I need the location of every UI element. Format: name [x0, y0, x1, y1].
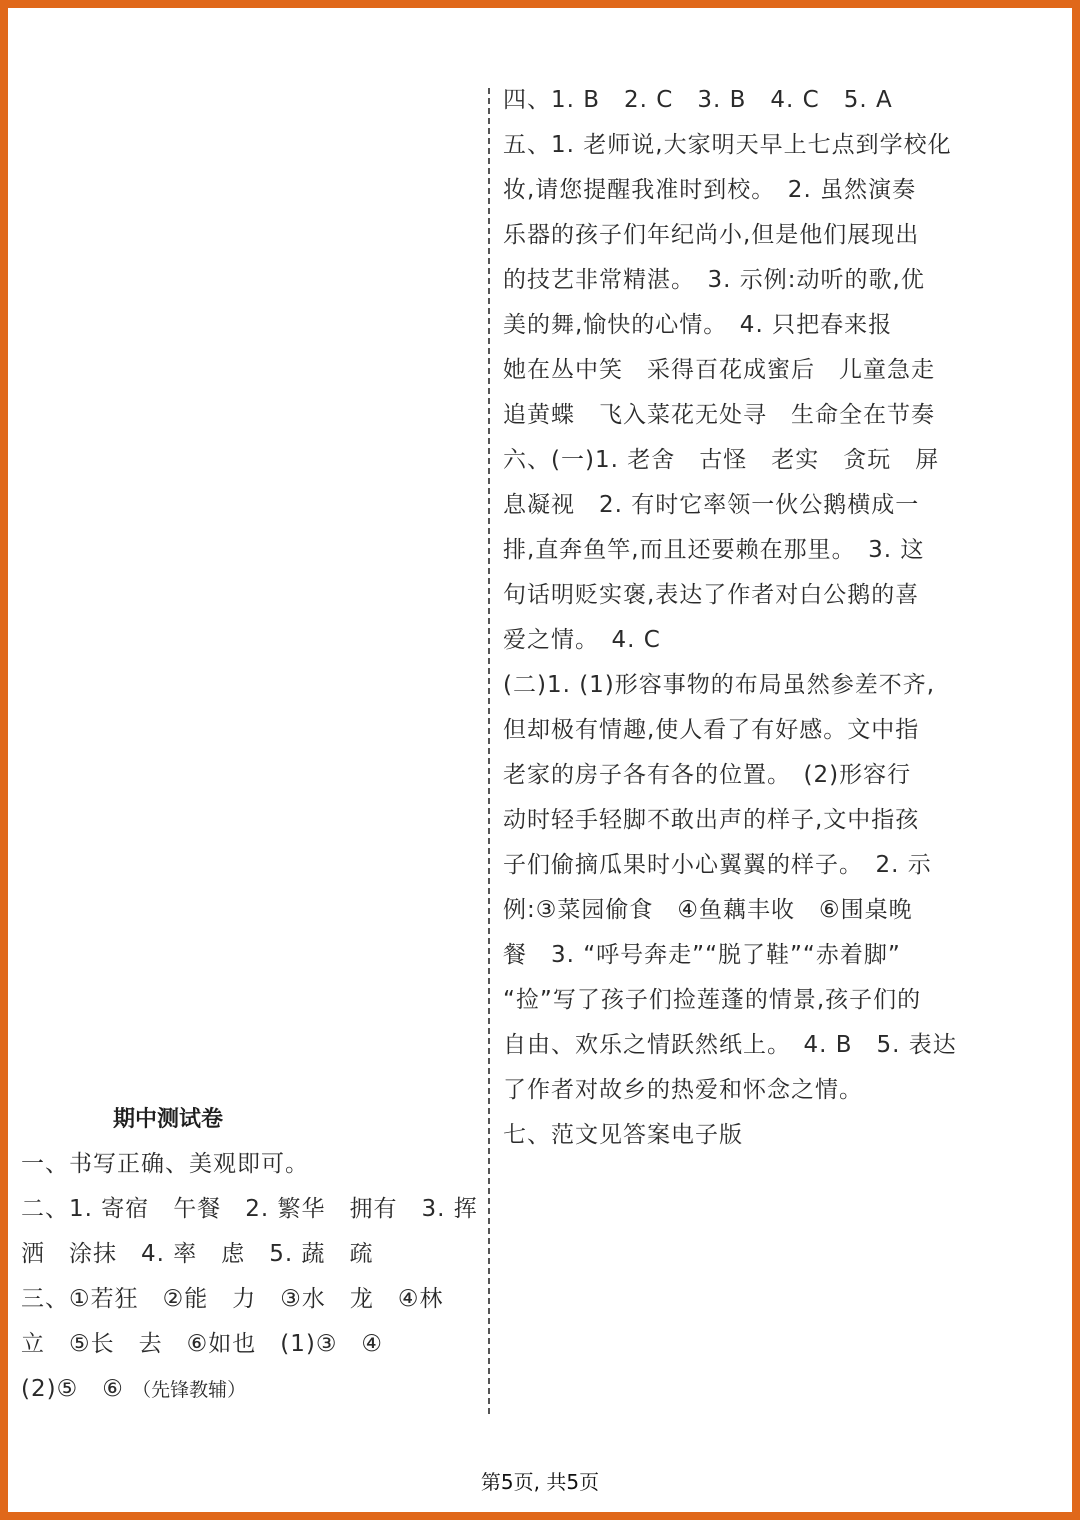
publisher-watermark: （先锋教辅）	[132, 1379, 247, 1401]
answer-text: (2)⑤ ⑥	[21, 1376, 124, 1402]
answer-line: 七、范文见答案电子版	[503, 1122, 743, 1148]
answer-line: 排,直奔鱼竿,而且还要赖在那里。 3. 这	[503, 537, 925, 563]
answer-line: 餐 3. “呼号奔走”“脱了鞋”“赤着脚”	[503, 942, 901, 968]
answer-line: 例:③菜园偷食 ④鱼藕丰收 ⑥围桌晚	[503, 897, 913, 923]
answer-line: 立 ⑤长 去 ⑥如也 (1)③ ④	[21, 1331, 384, 1357]
answer-line: 老家的房子各有各的位置。 (2)形容行	[503, 762, 912, 788]
answer-line: 美的舞,愉快的心情。 4. 只把春来报	[503, 312, 893, 338]
answer-line: 洒 涂抹 4. 率 虑 5. 蔬 疏	[21, 1241, 374, 1267]
answer-line: 六、(一)1. 老舍 古怪 老实 贪玩 屏	[503, 447, 940, 473]
answer-line: (二)1. (1)形容事物的布局虽然参差不齐,	[503, 672, 936, 698]
column-divider	[488, 88, 490, 1414]
answer-line: 追黄蝶 飞入菜花无处寻 生命全在节奏	[503, 402, 935, 428]
answer-line: 自由、欢乐之情跃然纸上。 4. B 5. 表达	[503, 1032, 957, 1058]
answer-line: 五、1. 老师说,大家明天早上七点到学校化	[503, 132, 952, 158]
answer-line: 三、①若狂 ②能 力 ③水 龙 ④林	[21, 1286, 444, 1312]
page-number: 第5页, 共5页	[480, 1470, 600, 1494]
answer-line: 了作者对故乡的热爱和怀念之情。	[503, 1077, 863, 1103]
answer-line: 但却极有情趣,使人看了有好感。文中指	[503, 717, 920, 743]
answer-line: 爱之情。 4. C	[503, 627, 661, 653]
answer-line	[21, 1367, 481, 1412]
answer-line: 一、书写正确、美观即可。	[21, 1151, 309, 1177]
answer-line: 的技艺非常精湛。 3. 示例:动听的歌,优	[503, 267, 925, 293]
answer-line: 动时轻手轻脚不敢出声的样子,文中指孩	[503, 807, 920, 833]
answer-line: “捡”写了孩子们捡莲蓬的情景,孩子们的	[503, 987, 922, 1013]
answer-line: 她在丛中笑 采得百花成蜜后 儿童急走	[503, 357, 935, 383]
answer-column-left	[21, 1097, 481, 1412]
answer-line: 乐器的孩子们年纪尚小,但是他们展现出	[503, 222, 920, 248]
answer-column-right	[503, 78, 968, 1158]
answer-line: 子们偷摘瓜果时小心翼翼的样子。 2. 示	[503, 852, 932, 878]
answer-line: 息凝视 2. 有时它率领一伙公鹅横成一	[503, 492, 920, 518]
answer-line: 妆,请您提醒我准时到校。 2. 虽然演奏	[503, 177, 917, 203]
answer-line: 二、1. 寄宿 午餐 2. 繁华 拥有 3. 挥	[21, 1196, 478, 1222]
answer-line: 四、1. B 2. C 3. B 4. C 5. A	[503, 87, 893, 113]
answer-line: 句话明贬实褒,表达了作者对白公鹅的喜	[503, 582, 920, 608]
section-title: 期中测试卷	[113, 1107, 224, 1132]
